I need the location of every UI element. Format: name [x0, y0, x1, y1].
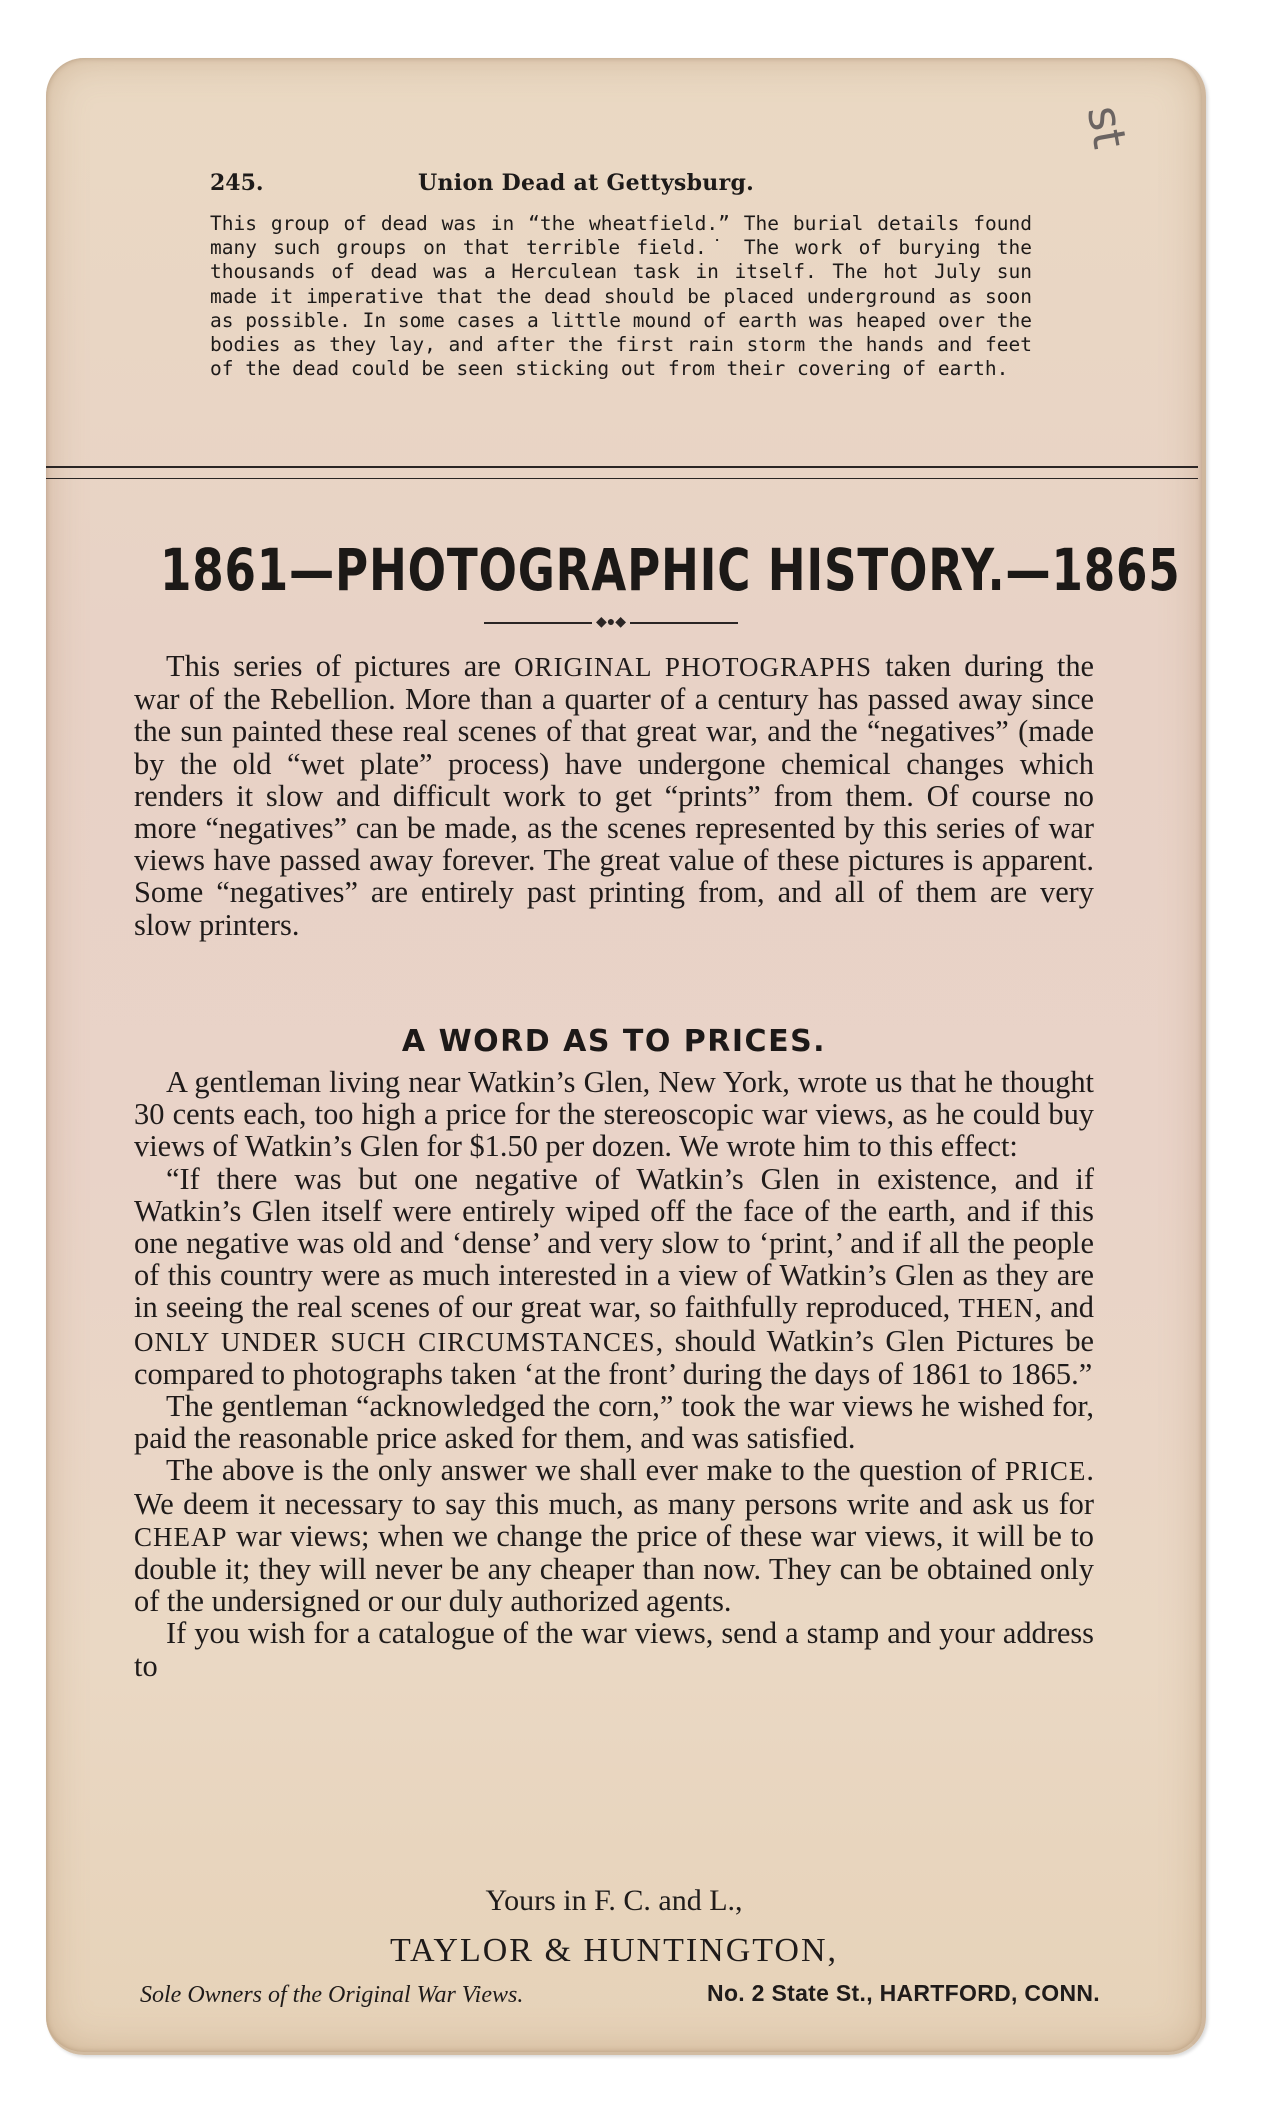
- caption-description: This group of dead was in “the wheatfield.” The burial details found many such groups on that terrible field.˙ The work of burying the thousands of dead was a Herculean task in itself. The hot July sun made it imperative that the dead should be placed underground as soon as possible. In some cases a little mound of earth was heaped over the bodies as they lay, and after the first rain storm the hands and feet of the dead could be seen sticking out from their covering of earth.: [210, 212, 1032, 381]
- prices-section: [134, 1066, 1094, 1682]
- view-title: Union Dead at Gettysburg.: [418, 170, 755, 196]
- view-caption: [162, 166, 1042, 381]
- quote-paragraph: “If there was but one negative of Watkin’s Glen in existence, and if Watkin’s Glen itself were entirely wiped off the face of the earth, and if this one negative was old and ‘dense’ and very slow to ‘print,’ and if all the people of this country were as much interested in a view of Watkin’s Glen as they are in seeing the real scenes of our great war, so faithfully reproduced, THEN, and ONLY UNDER SUCH CIRCUMSTANCES, should Watkin’s Glen Pictures be compared to photographs taken ‘at the front’ during the days of 1861 to 1865.”: [134, 1161, 1095, 1391]
- divider-rule: [46, 466, 1198, 468]
- divider-rule: [46, 478, 1198, 479]
- firm-name: TAYLOR & HUNTINGTON,: [389, 1932, 839, 1969]
- footer-address: No. 2 State St., HARTFORD, CONN.: [707, 1980, 1100, 2006]
- prices-paragraph: The above is the only answer we shall ever make to the question of PRICE. We deem it necessary to say this much, as many persons write and ask us for CHEAP war views; when we change the price of these war views, it will be to double it; they will never be any cheaper than now. They can be obtained only of the undersigned or our duly authorized agents.: [134, 1453, 1094, 1619]
- prices-paragraph: A gentleman living near Watkin’s Glen, New York, wrote us that he thought 30 cents each, too high a price for the stereoscopic war views, as he could buy views of Watkin’s Glen for $1.50 per dozen. We wrote him to this effect:: [134, 1065, 1094, 1164]
- closing-salutation: Yours in F. C. and L.,: [485, 1884, 743, 1917]
- view-number: 245.: [210, 170, 264, 196]
- footer-tagline: Sole Owners of the Original War Views.: [140, 1982, 524, 2008]
- prices-paragraph: If you wish for a catalogue of the war views, send a stamp and your address to: [134, 1616, 1094, 1683]
- prices-paragraph: The gentleman “acknowledged the corn,” took the war views he wished for, paid the reasonable price asked for them, and was satisfied.: [134, 1389, 1094, 1456]
- caption-header: [162, 166, 1042, 202]
- footer: [140, 1978, 1100, 2012]
- title-ornament: ◆●◆: [484, 616, 738, 630]
- handwritten-mark: st: [1076, 101, 1138, 153]
- intro-paragraph: This series of pictures are ORIGINAL PHOTOGRAPHS taken during the war of the Rebellion. More than a quarter of a century has passed away since the sun painted these real scenes of that great war, and the “negatives” (made by the old “wet plate” process) have undergone chemical changes which renders it slow and difficult work to get “prints” from them. Of course no more “negatives” can be made, as the scenes represented by this series of war views have passed away forever. The great value of these pictures is apparent. Some “negatives” are entirely past printing from, and all of them are very slow printers.: [134, 649, 1095, 942]
- section-heading: A WORD AS TO PRICES.: [401, 1024, 827, 1059]
- page-title: 1861—PHOTOGRAPHIC HISTORY.—1865: [160, 536, 1181, 604]
